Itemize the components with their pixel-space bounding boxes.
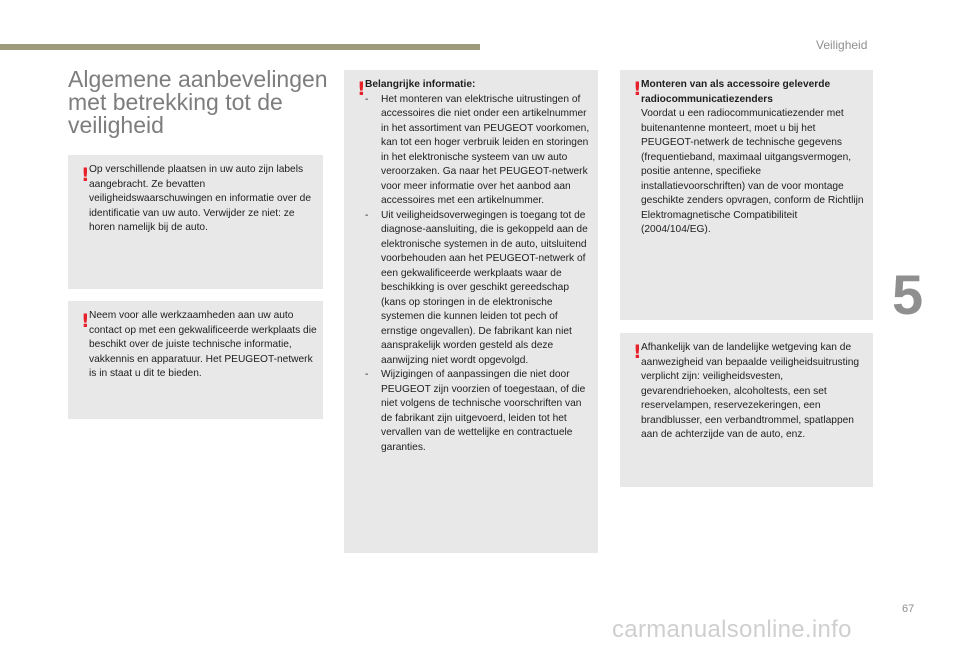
warning-text: Op verschillende plaatsen in uw auto zijn labels aangebracht. Ze bevatten veiligheidswaarschuwingen en informatie over de identificatie van uw auto. Verwijder ze niet: ze horen namelijk bij de auto. [89, 164, 311, 233]
warning-text: Afhankelijk van de landelijke wetgeving kan de aanwezigheid van bepaalde veiligheidsuitrusting verplicht zijn: veiligheidsvesten, gevarendriehoeken, alcoholtests, een set reservelampen, reservezekeringen, een brandblusser, een verbandtrommel, spatlappen aan de achterzijde van de auto, enz. [641, 342, 860, 440]
page-title: Algemene aanbevelingen met betrekking tot de veiligheid [68, 66, 328, 138]
warning-heading: Belangrijke informatie: [365, 79, 476, 90]
chapter-number: 5 [892, 263, 924, 326]
list-item-text: Het monteren van elektrische uitrustingen of accessoires die niet onder een artikelnummer in het assortiment van PEUGEOT voorkomen, kan tot een hoger verbruik leiden en storingen in het elektronische systeem van uw auto veroorzaken. Ga naar het PEUGEOT-netwerk voor meer informatie over het aanbod aan accessoires met een artikelnummer. [381, 93, 590, 206]
list-item [365, 368, 592, 455]
exclamation-icon: ! [633, 78, 642, 100]
warning-box-workshop [68, 301, 323, 419]
exclamation-icon: ! [81, 164, 90, 186]
warning-content [365, 78, 592, 455]
footer-watermark: carmanualsonline.info [612, 616, 852, 643]
section-name: Veiligheid [816, 38, 868, 52]
page-number: 67 [902, 603, 915, 615]
exclamation-icon: ! [633, 341, 642, 363]
list-item [365, 93, 592, 209]
info-list [365, 93, 592, 456]
header-accent-bar [0, 44, 480, 50]
list-item-text: Wijzigingen of aanpassingen die niet door PEUGEOT zijn voorzien of toegestaan, of die niet volgens de technische voorschriften van de fabrikant zijn uitgevoerd, leiden tot het vervallen van de wettelijke en contractuele garanties. [381, 369, 586, 453]
list-dash: - [365, 369, 369, 380]
warning-text: Voordat u een radiocommunicatiezender met buitenantenne monteert, moet u bij het PEUGEOT-netwerk de technische gegevens (frequentieband, maximaal uitgangsvermogen, positie antenne, specifieke installatievoorschriften) van de voor montage geschikte zenders opvragen, conform de Richtlijn Elektromagnetische Compatibiliteit (2004/104/EG). [641, 108, 864, 235]
warning-box-legislation [620, 333, 873, 487]
warning-heading: Monteren van als accessoire geleverde radiocommunicatiezenders [641, 79, 831, 105]
list-dash: - [365, 209, 369, 221]
exclamation-icon: ! [357, 78, 366, 100]
warning-text: Neem voor alle werkzaamheden aan uw auto contact op met een gekwalificeerde werkplaats die beschikt over de juiste technische informatie, vakkennis en apparatuur. Het PEUGEOT-netwerk is in staat u dit te bieden. [89, 310, 317, 379]
warning-box-labels [68, 155, 323, 289]
list-item [365, 209, 592, 369]
list-item-text: Uit veiligheidsoverwegingen is toegang tot de diagnose-aansluiting, die is gekoppeld aan de elektronische systemen in de auto, uitsluitend voorbehouden aan het PEUGEOT-netwerk of een gekwalificeerde werkplaats waar de beschikking is over geschikt gereedschap (kans op storingen in de elektronische systemen die kunnen leiden tot pech of ernstige ongevallen). De fabrikant kan niet aansprakelijk worden gesteld als deze aanwijzing niet wordt opgevolgd. [381, 209, 588, 366]
warning-box-radio-transmitters [620, 70, 873, 320]
warning-content [641, 78, 867, 238]
exclamation-icon: ! [81, 310, 90, 332]
warning-box-important-info [344, 70, 598, 553]
list-dash: - [365, 93, 369, 105]
